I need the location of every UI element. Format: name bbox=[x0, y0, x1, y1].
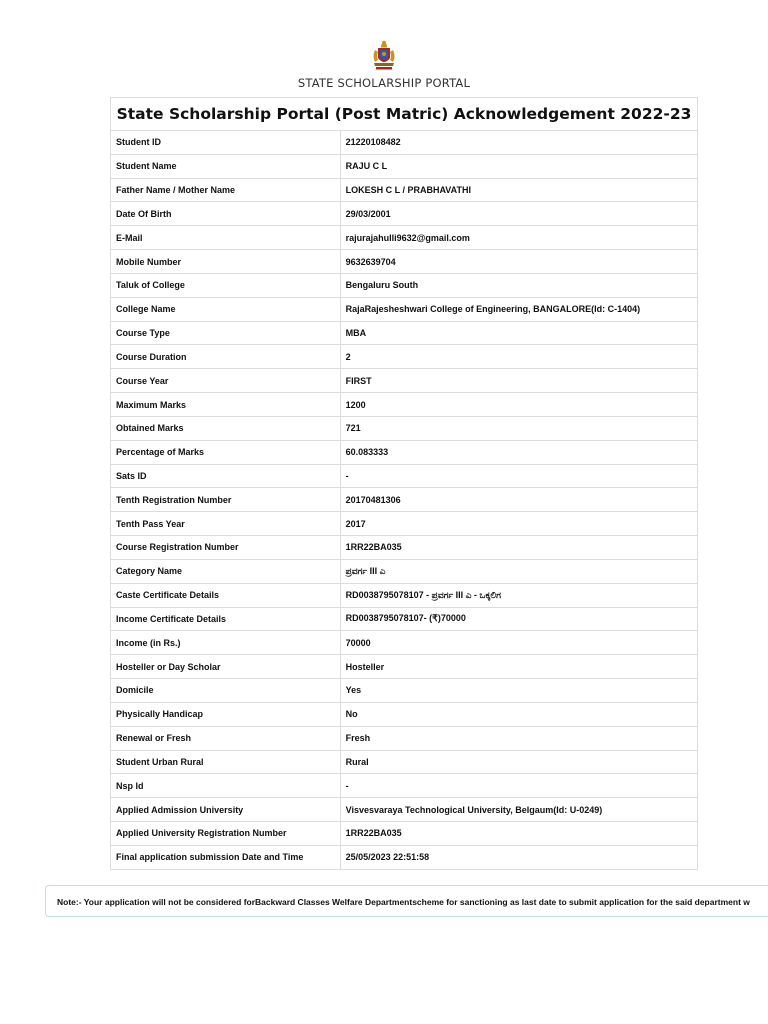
row-label: Course Type bbox=[111, 321, 341, 345]
row-value: 1RR22BA035 bbox=[340, 536, 697, 560]
row-value: RD0038795078107- (₹)70000 bbox=[340, 607, 697, 631]
row-value: MBA bbox=[340, 321, 697, 345]
row-value: 721 bbox=[340, 416, 697, 440]
row-value: RajaRajesheshwari College of Engineering, BANGALORE(Id: C-1404) bbox=[340, 297, 697, 321]
row-label: Student Urban Rural bbox=[111, 750, 341, 774]
table-row bbox=[111, 702, 698, 726]
row-value: RAJU C L bbox=[340, 154, 697, 178]
row-label: Obtained Marks bbox=[111, 416, 341, 440]
table-row bbox=[111, 226, 698, 250]
row-value: 2017 bbox=[340, 512, 697, 536]
table-row bbox=[111, 655, 698, 679]
row-label: Hosteller or Day Scholar bbox=[111, 655, 341, 679]
table-row bbox=[111, 464, 698, 488]
row-label: Applied Admission University bbox=[111, 798, 341, 822]
row-label: Caste Certificate Details bbox=[111, 583, 341, 607]
table-row bbox=[111, 440, 698, 464]
table-row bbox=[111, 798, 698, 822]
table-row bbox=[111, 679, 698, 703]
table-title-row bbox=[111, 98, 698, 131]
row-label: Student ID bbox=[111, 131, 341, 155]
acknowledgement-table bbox=[110, 97, 698, 870]
row-value: 9632639704 bbox=[340, 250, 697, 274]
row-value: rajurajahulli9632@gmail.com bbox=[340, 226, 697, 250]
row-value: Visvesvaraya Technological University, Belgaum(Id: U-0249) bbox=[340, 798, 697, 822]
table-row bbox=[111, 845, 698, 869]
row-label: Nsp Id bbox=[111, 774, 341, 798]
row-label: Maximum Marks bbox=[111, 393, 341, 417]
table-row bbox=[111, 488, 698, 512]
page-header bbox=[0, 38, 768, 90]
row-value: Bengaluru South bbox=[340, 273, 697, 297]
table-row bbox=[111, 131, 698, 155]
row-value: RD0038795078107 - ಪ್ರವರ್ಗ III ಎ - ಒಕ್ಕಲಿಗ bbox=[340, 583, 697, 607]
table-row bbox=[111, 559, 698, 583]
row-value: - bbox=[340, 464, 697, 488]
row-label: Date Of Birth bbox=[111, 202, 341, 226]
table-row bbox=[111, 512, 698, 536]
row-value: Fresh bbox=[340, 726, 697, 750]
table-row bbox=[111, 345, 698, 369]
row-label: Sats ID bbox=[111, 464, 341, 488]
table-row bbox=[111, 369, 698, 393]
table-row bbox=[111, 416, 698, 440]
row-label: Percentage of Marks bbox=[111, 440, 341, 464]
row-label: Income (in Rs.) bbox=[111, 631, 341, 655]
row-value: 20170481306 bbox=[340, 488, 697, 512]
row-value: 60.083333 bbox=[340, 440, 697, 464]
row-value: 21220108482 bbox=[340, 131, 697, 155]
karnataka-state-emblem-icon bbox=[366, 38, 402, 74]
row-value: 1RR22BA035 bbox=[340, 822, 697, 846]
table-row bbox=[111, 631, 698, 655]
row-value: 29/03/2001 bbox=[340, 202, 697, 226]
table-row bbox=[111, 726, 698, 750]
table-row bbox=[111, 321, 698, 345]
table-row bbox=[111, 178, 698, 202]
table-row bbox=[111, 750, 698, 774]
row-label: Course Year bbox=[111, 369, 341, 393]
row-value: - bbox=[340, 774, 697, 798]
row-label: Category Name bbox=[111, 559, 341, 583]
row-value: Rural bbox=[340, 750, 697, 774]
table-row bbox=[111, 822, 698, 846]
row-label: Tenth Pass Year bbox=[111, 512, 341, 536]
row-label: Mobile Number bbox=[111, 250, 341, 274]
row-value: 1200 bbox=[340, 393, 697, 417]
row-value: LOKESH C L / PRABHAVATHI bbox=[340, 178, 697, 202]
row-label: College Name bbox=[111, 297, 341, 321]
row-label: Physically Handicap bbox=[111, 702, 341, 726]
row-value: No bbox=[340, 702, 697, 726]
row-label: Course Duration bbox=[111, 345, 341, 369]
row-value: 70000 bbox=[340, 631, 697, 655]
acknowledgement-title: State Scholarship Portal (Post Matric) Acknowledgement 2022-23 bbox=[111, 98, 698, 131]
row-label: Tenth Registration Number bbox=[111, 488, 341, 512]
table-row bbox=[111, 202, 698, 226]
table-row bbox=[111, 297, 698, 321]
table-row bbox=[111, 583, 698, 607]
table-row bbox=[111, 154, 698, 178]
row-label: Final application submission Date and Time bbox=[111, 845, 341, 869]
row-label: Taluk of College bbox=[111, 273, 341, 297]
table-row bbox=[111, 536, 698, 560]
table-row bbox=[111, 250, 698, 274]
table-row bbox=[111, 774, 698, 798]
table-row bbox=[111, 273, 698, 297]
row-value: Hosteller bbox=[340, 655, 697, 679]
application-note: Note:- Your application will not be considered forBackward Classes Welfare Departmentscheme for sanctioning as last date to submit application for the said department w bbox=[45, 885, 768, 917]
portal-name: STATE SCHOLARSHIP PORTAL bbox=[297, 76, 471, 90]
row-label: Domicile bbox=[111, 679, 341, 703]
table-row bbox=[111, 393, 698, 417]
row-label: Applied University Registration Number bbox=[111, 822, 341, 846]
row-label: E-Mail bbox=[111, 226, 341, 250]
row-label: Course Registration Number bbox=[111, 536, 341, 560]
row-label: Income Certificate Details bbox=[111, 607, 341, 631]
table-row bbox=[111, 607, 698, 631]
row-label: Renewal or Fresh bbox=[111, 726, 341, 750]
row-value: FIRST bbox=[340, 369, 697, 393]
row-value: 2 bbox=[340, 345, 697, 369]
row-value: ಪ್ರವರ್ಗ III ಎ bbox=[340, 559, 697, 583]
row-label: Father Name / Mother Name bbox=[111, 178, 341, 202]
row-value: 25/05/2023 22:51:58 bbox=[340, 845, 697, 869]
row-value: Yes bbox=[340, 679, 697, 703]
row-label: Student Name bbox=[111, 154, 341, 178]
